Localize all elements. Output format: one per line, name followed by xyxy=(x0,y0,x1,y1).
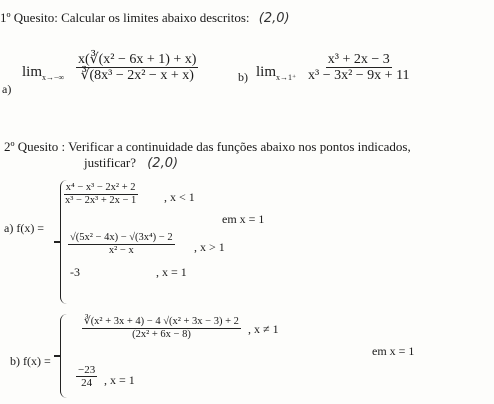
q2-a-case2 xyxy=(68,232,175,257)
q1-b-denominator: x³ − 3x² − 9x + 11 xyxy=(308,68,410,84)
q2-b-case1-numerator: ∛(x² + 3x + 4) − 4 √(x² + 3x − 3) + 2 xyxy=(84,316,239,327)
q2-a-label: a) f(x) = xyxy=(4,221,45,235)
q2-b-case1 xyxy=(82,316,241,341)
q1-b-numerator: x³ + 2x − 3 xyxy=(327,52,390,67)
q2-b-brace-tip xyxy=(54,355,60,357)
q2-a-point: em x = 1 xyxy=(222,212,265,226)
q2-b-case1-condition: , x ≠ 1 xyxy=(248,322,279,336)
q1-a-numerator: x(∛(x² − 6x + 1) + x) xyxy=(78,52,197,67)
q1-a-fraction xyxy=(76,52,198,84)
q2-heading-line2: justificar? (2,0) xyxy=(84,155,179,171)
q2-a-case2-denominator: x² − x xyxy=(108,244,134,256)
q2-score: (2,0) xyxy=(147,156,179,171)
q2-b-case2-denominator: 24 xyxy=(81,377,93,390)
q1-a-label: a) xyxy=(2,82,12,96)
q2-a-case3-value: -3 xyxy=(70,265,80,279)
q1-b-lim-sub: x→1⁺ xyxy=(276,73,297,82)
q2-a-case3-condition: , x = 1 xyxy=(156,265,187,279)
q1-score: (2,0) xyxy=(258,11,290,26)
q2-a-case2-numerator: √(5x² − 4x) − √(3x⁴) − 2 xyxy=(70,232,173,243)
q2-a-case1-condition: , x < 1 xyxy=(164,190,195,204)
q1-heading: 1º Quesito: Calcular os limites abaixo descritos: (2,0) xyxy=(0,10,290,26)
q2-b-case2-condition: , x = 1 xyxy=(104,373,135,387)
q2-b-label: b) f(x) = xyxy=(10,354,51,368)
q1-a-lim: $\lim_{x\to-\infty}$ xyxy=(22,64,65,82)
q2-a-case2-condition: , x > 1 xyxy=(194,240,225,254)
q1-b-label: b) xyxy=(238,70,248,84)
q2-a-case1-numerator: x⁴ − x³ − 2x² + 2 xyxy=(65,182,136,193)
q2-b-case2 xyxy=(76,364,97,390)
q2-b-brace xyxy=(60,314,67,398)
q2-heading-line1: 2º Quesito : Verificar a continuidade das funções abaixo nos pontos indicados, xyxy=(4,139,411,154)
q1-a-denominator: ∛(8x³ − 2x² − x + x) xyxy=(80,68,194,84)
q2-b-case2-numerator: −23 xyxy=(78,364,96,376)
q2-a-case1 xyxy=(63,182,138,207)
q2-a-brace-tip xyxy=(54,241,60,243)
q1-a-lim-sub: x→−∞ xyxy=(42,73,65,82)
q2-b-point: em x = 1 xyxy=(372,344,415,358)
q1-b-fraction xyxy=(306,52,412,84)
q1-b-lim: $\lim_{x\to 1^+}$ xyxy=(256,64,297,82)
q2-b-case1-denominator: (2x² + 6x − 8) xyxy=(132,328,191,340)
q2-a-case1-denominator: x³ − 2x³ + 2x − 1 xyxy=(65,194,137,206)
